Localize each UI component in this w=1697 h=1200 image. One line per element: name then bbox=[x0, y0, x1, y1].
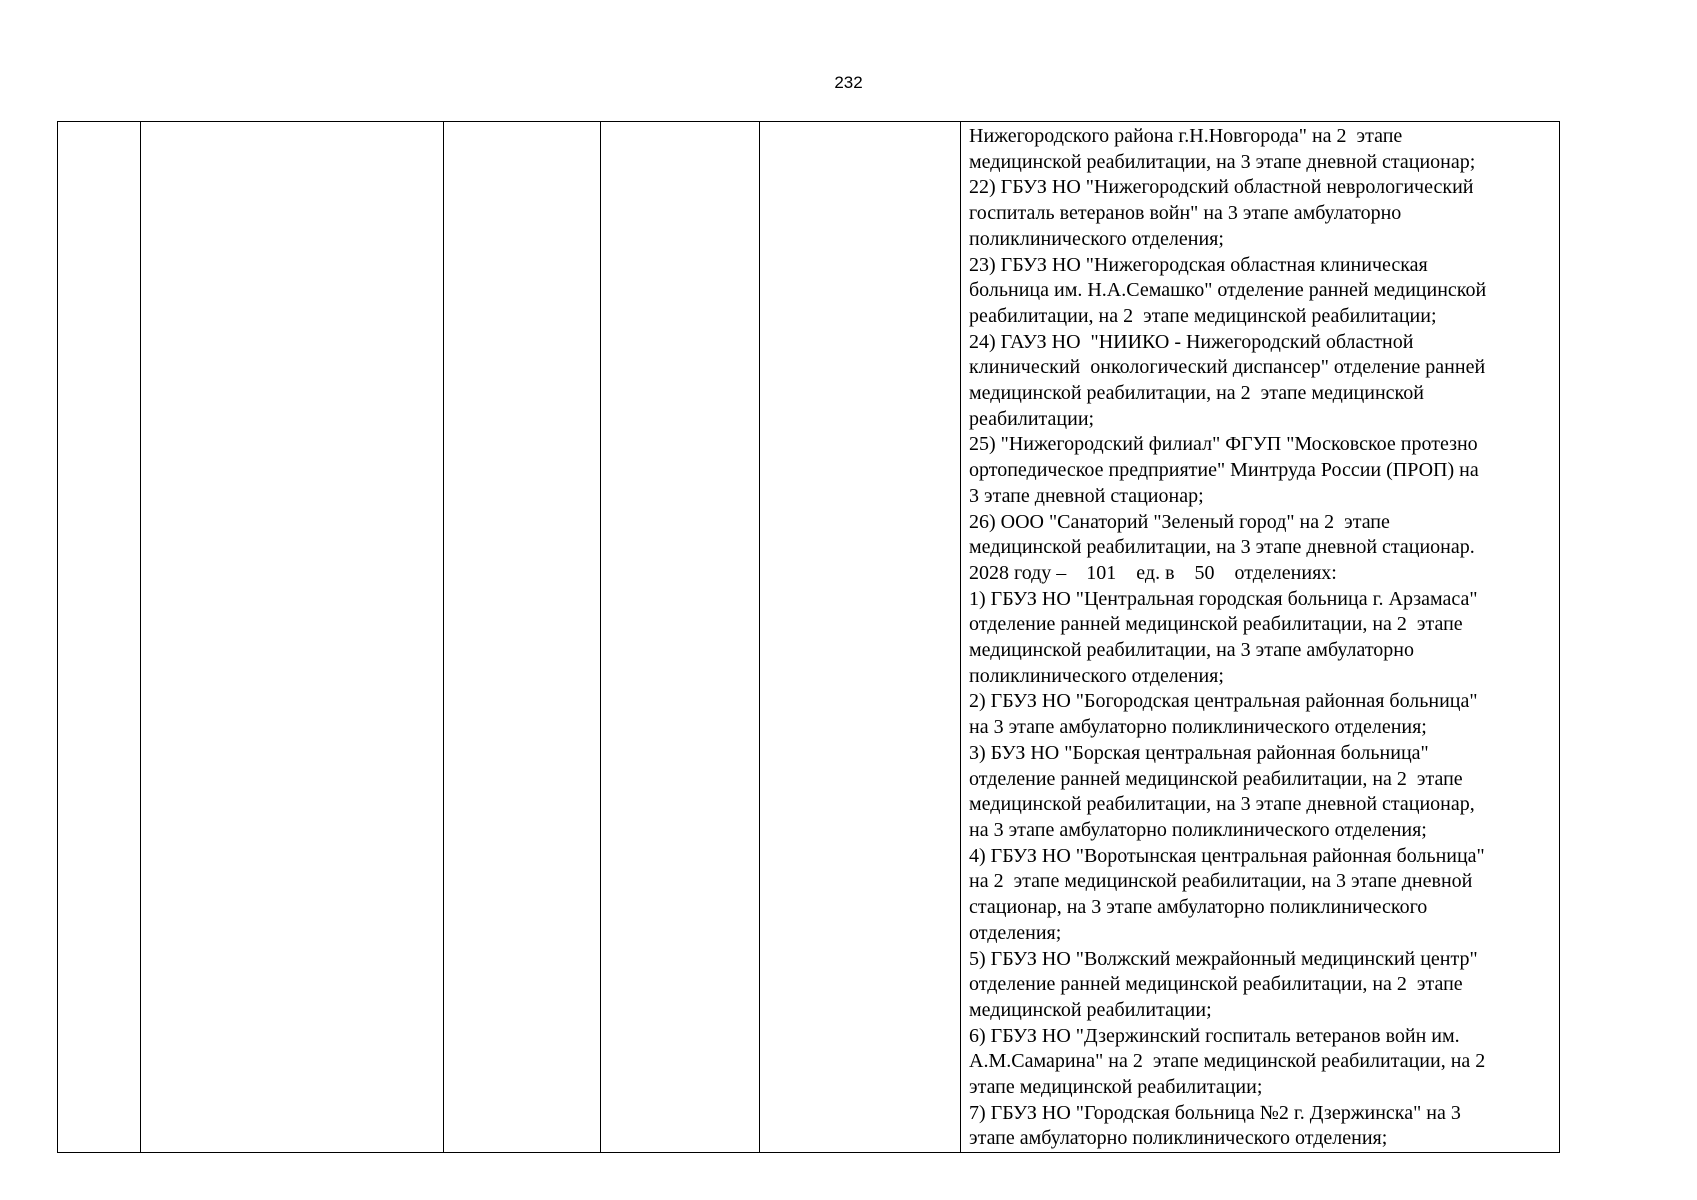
page-number: 232 bbox=[834, 73, 863, 92]
text-line: клинический онкологический диспансер" отделение ранней bbox=[969, 356, 1486, 379]
text-line: 4) ГБУЗ НО "Воротынская центральная районная больница" bbox=[969, 844, 1485, 867]
text-line: 2) ГБУЗ НО "Богородская центральная районная больница" bbox=[969, 690, 1478, 713]
cell-text-lines bbox=[969, 124, 1553, 1152]
text-line: 7) ГБУЗ НО "Городская больница №2 г. Дзержинска" на 3 bbox=[969, 1101, 1461, 1124]
text-line: больница им. Н.А.Семашко" отделение ранней медицинской bbox=[969, 279, 1487, 302]
table-cell-text bbox=[961, 122, 1560, 1153]
text-line: 3) БУЗ НО "Борская центральная районная больница" bbox=[969, 741, 1429, 764]
table-cell-empty-4 bbox=[601, 122, 760, 1153]
text-line: 2028 году – 101 ед. в 50 отделениях: bbox=[969, 561, 1337, 584]
text-line: медицинской реабилитации, на 3 этапе амбулаторно bbox=[969, 639, 1414, 662]
table-cell-empty-5 bbox=[760, 122, 961, 1153]
text-line: 5) ГБУЗ НО "Волжский межрайонный медицинский центр" bbox=[969, 947, 1478, 970]
text-line: поликлинического отделения; bbox=[969, 664, 1224, 687]
text-line: медицинской реабилитации, на 3 этапе дневной стационар; bbox=[969, 150, 1476, 173]
table-row bbox=[58, 122, 1560, 1153]
text-line: 3 этапе дневной стационар; bbox=[969, 484, 1204, 507]
text-line: реабилитации, на 2 этапе медицинской реабилитации; bbox=[969, 304, 1437, 327]
text-line: отделение ранней медицинской реабилитации, на 2 этапе bbox=[969, 973, 1463, 996]
text-line: медицинской реабилитации, на 3 этапе дневной стационар. bbox=[969, 536, 1475, 559]
table-cell-empty-2 bbox=[141, 122, 444, 1153]
text-line: стационар, на 3 этапе амбулаторно поликлинического bbox=[969, 896, 1428, 919]
table-cell-empty-1 bbox=[58, 122, 141, 1153]
text-line: этапе амбулаторно поликлинического отделения; bbox=[969, 1127, 1388, 1150]
document-table bbox=[57, 121, 1560, 1153]
text-line: 22) ГБУЗ НО "Нижегородский областной неврологический bbox=[969, 176, 1474, 199]
text-line: ортопедическое предприятие" Минтруда России (ПРОП) на bbox=[969, 459, 1479, 482]
text-line: на 3 этапе амбулаторно поликлинического отделения; bbox=[969, 716, 1427, 739]
text-line: отделение ранней медицинской реабилитации, на 2 этапе bbox=[969, 613, 1463, 636]
text-line: медицинской реабилитации, на 2 этапе медицинской bbox=[969, 382, 1424, 405]
text-line: медицинской реабилитации; bbox=[969, 998, 1212, 1021]
text-line: медицинской реабилитации, на 3 этапе дневной стационар, bbox=[969, 793, 1475, 816]
text-line: госпиталь ветеранов войн" на 3 этапе амбулаторно bbox=[969, 202, 1402, 225]
text-line: отделения; bbox=[969, 921, 1062, 944]
text-line: А.М.Самарина" на 2 этапе медицинской реабилитации, на 2 bbox=[969, 1050, 1486, 1073]
text-line: 24) ГАУЗ НО "НИИКО - Нижегородский областной bbox=[969, 330, 1414, 353]
text-line: отделение ранней медицинской реабилитации, на 2 этапе bbox=[969, 767, 1463, 790]
text-line: 23) ГБУЗ НО "Нижегородская областная клиническая bbox=[969, 253, 1428, 276]
text-line: 1) ГБУЗ НО "Центральная городская больница г. Арзамаса" bbox=[969, 587, 1478, 610]
text-line: этапе медицинской реабилитации; bbox=[969, 1076, 1263, 1099]
text-line: на 2 этапе медицинской реабилитации, на 3 этапе дневной bbox=[969, 870, 1473, 893]
text-line: Нижегородского района г.Н.Новгорода" на 2 этапе bbox=[969, 125, 1403, 147]
text-line: 6) ГБУЗ НО "Дзержинский госпиталь ветеранов войн им. bbox=[969, 1024, 1460, 1047]
text-line: 25) "Нижегородский филиал" ФГУП "Московское протезно bbox=[969, 433, 1478, 456]
table-cell-empty-3 bbox=[444, 122, 601, 1153]
text-line: реабилитации; bbox=[969, 407, 1095, 430]
text-line: поликлинического отделения; bbox=[969, 227, 1224, 250]
text-line: 26) ООО "Санаторий "Зеленый город" на 2 этапе bbox=[969, 510, 1390, 533]
text-line: на 3 этапе амбулаторно поликлинического отделения; bbox=[969, 818, 1427, 841]
